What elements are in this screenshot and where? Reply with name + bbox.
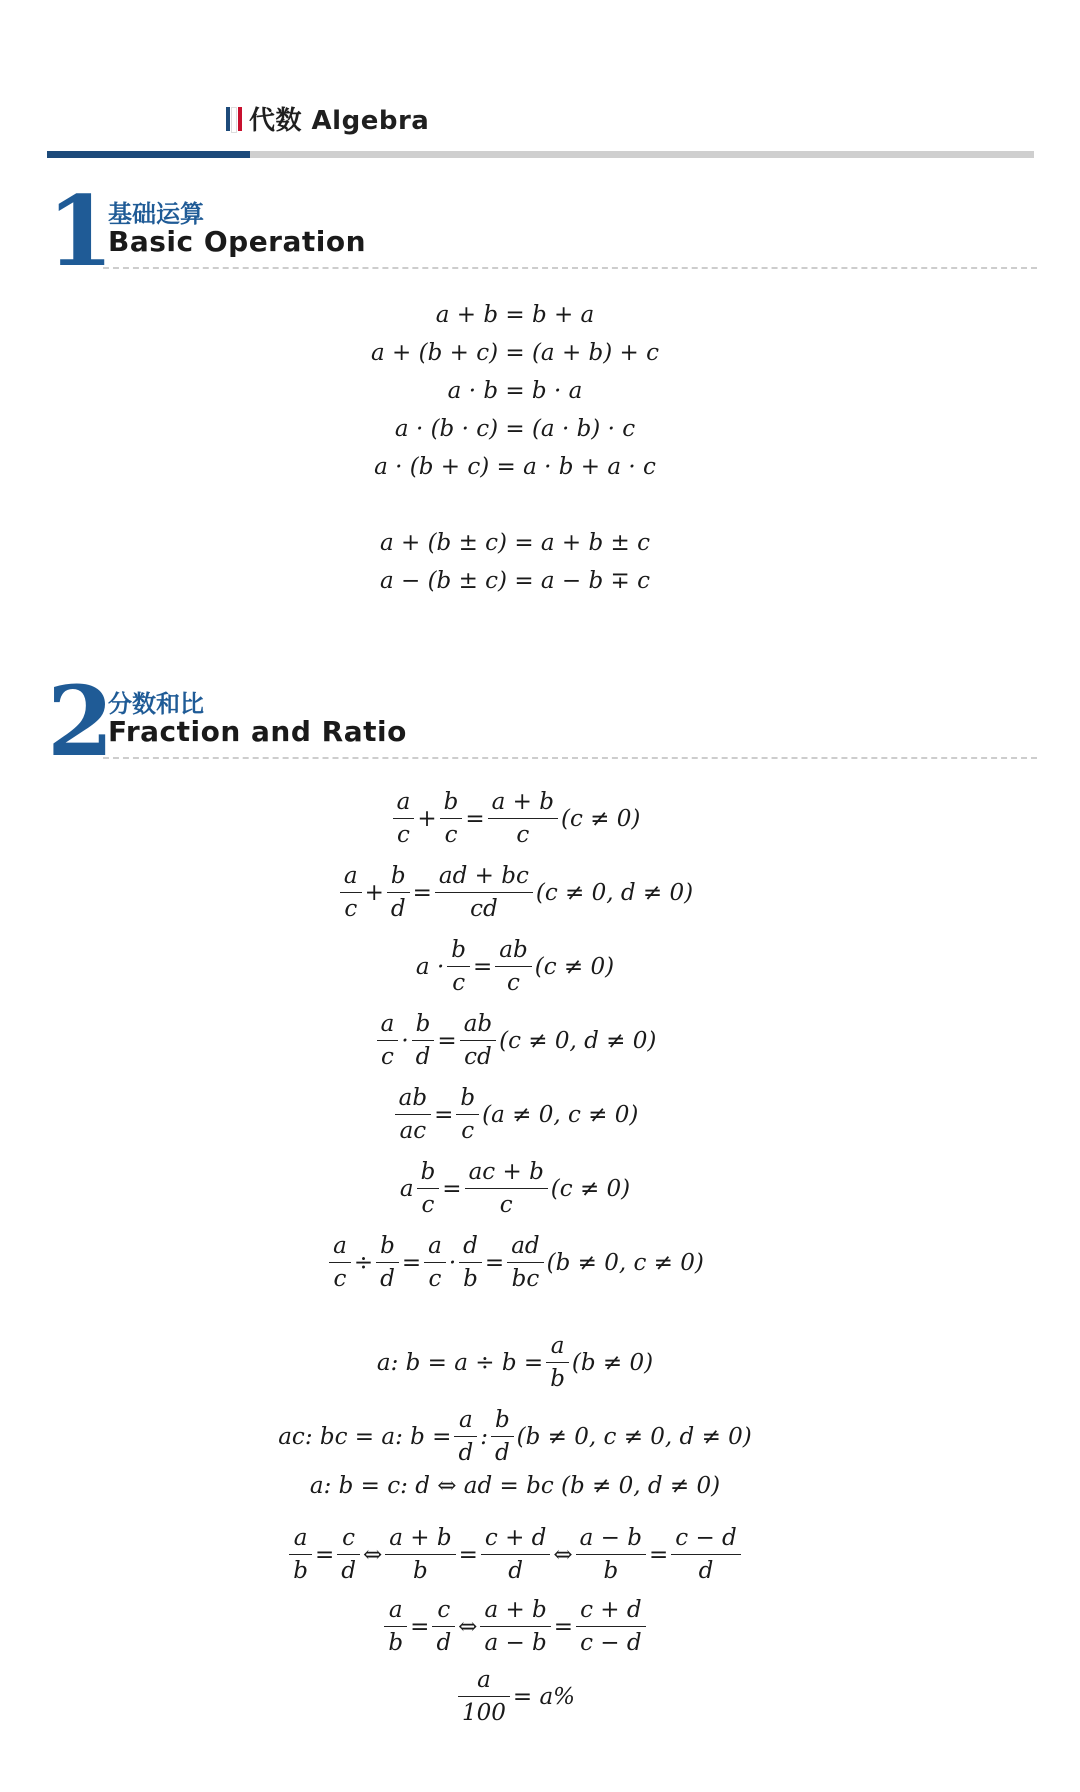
- numerator: ac + b: [465, 1156, 548, 1189]
- numerator: a: [340, 860, 362, 893]
- fraction-equation: [0, 1156, 1030, 1221]
- fraction: [424, 1230, 446, 1295]
- fraction: [412, 1008, 435, 1073]
- fraction: [488, 786, 558, 851]
- denominator: c: [452, 970, 466, 996]
- denominator: d: [390, 896, 406, 922]
- equation: a + (b + c) = (a + b) + c: [371, 340, 659, 366]
- denominator: c: [333, 1266, 347, 1292]
- equation-text: =: [465, 805, 485, 832]
- numerator: ab: [395, 1082, 431, 1115]
- numerator: ab: [495, 934, 531, 967]
- numerator: b: [376, 1230, 399, 1263]
- equation-text: =: [314, 1541, 335, 1568]
- section-title-en: Basic Operation: [108, 225, 367, 258]
- numerator: a − b: [576, 1522, 646, 1555]
- denominator: b: [413, 1558, 428, 1584]
- numerator: a: [424, 1230, 446, 1263]
- equation-text: (c ≠ 0, d ≠ 0): [499, 1027, 657, 1054]
- equation: a − (b ± c) = a − b ∓ c: [379, 568, 651, 594]
- fraction-equation: [0, 1008, 1030, 1073]
- numerator: b: [447, 934, 470, 967]
- numerator: ab: [460, 1008, 496, 1041]
- equation-text: =: [410, 1613, 430, 1640]
- fraction: [454, 1404, 477, 1469]
- denominator: c: [344, 896, 358, 922]
- numerator: b: [456, 1082, 479, 1115]
- numerator: c: [432, 1594, 455, 1627]
- section-1-header: [47, 175, 1037, 288]
- section-2-header: [47, 665, 1037, 778]
- fraction-equation: [0, 860, 1030, 925]
- equation-text: a ·: [415, 953, 445, 980]
- equation-text: ·: [401, 1027, 409, 1054]
- equation-text: (b ≠ 0, c ≠ 0): [546, 1249, 704, 1276]
- denominator: b: [293, 1558, 308, 1584]
- equation-text: a: b = a ÷ b =: [376, 1349, 544, 1376]
- section-divider: [103, 757, 1037, 759]
- equation-text: (b ≠ 0, c ≠ 0, d ≠ 0): [516, 1423, 752, 1450]
- denominator: d: [341, 1558, 356, 1584]
- denominator: d: [698, 1558, 714, 1584]
- denominator: d: [415, 1044, 431, 1070]
- equation-text: a: [399, 1175, 414, 1202]
- section-divider: [103, 267, 1037, 269]
- equation-text: (a ≠ 0, c ≠ 0): [482, 1101, 639, 1128]
- numerator: b: [412, 1008, 435, 1041]
- denominator: d: [494, 1440, 510, 1466]
- fraction: [329, 1230, 351, 1295]
- equation-text: =: [412, 879, 432, 906]
- fraction: [387, 860, 410, 925]
- equation-text: =: [553, 1613, 574, 1640]
- fraction: [491, 1404, 514, 1469]
- fraction-equation: [0, 934, 1030, 999]
- equation: a · (b + c) = a · b + a · c: [374, 454, 656, 480]
- equation-text: a: b = c: d ⇔ ad = bc (b ≠ 0, d ≠ 0): [309, 1473, 721, 1499]
- flag-stripe-white: [231, 107, 237, 133]
- equation-text: =: [458, 1541, 478, 1568]
- denominator: c: [397, 822, 410, 848]
- fraction: [393, 786, 415, 851]
- numerator: a: [458, 1664, 510, 1697]
- numerator: a: [329, 1230, 351, 1263]
- denominator: d: [458, 1440, 474, 1466]
- equation-text: :: [480, 1423, 488, 1450]
- denominator: 100: [461, 1700, 506, 1726]
- equation-text: =: [401, 1249, 422, 1276]
- fraction: [671, 1522, 741, 1587]
- denominator: d: [508, 1558, 523, 1584]
- numerator: a: [377, 1008, 399, 1041]
- denominator: d: [380, 1266, 395, 1292]
- numerator: c + d: [576, 1594, 646, 1627]
- denominator: c: [499, 1192, 513, 1218]
- denominator: cd: [470, 896, 498, 922]
- denominator: c: [421, 1192, 435, 1218]
- fraction: [458, 1664, 510, 1729]
- fraction-equation: [0, 1472, 1030, 1499]
- numerator: b: [491, 1404, 514, 1437]
- numerator: d: [459, 1230, 482, 1263]
- numerator: a + b: [385, 1522, 455, 1555]
- fraction: [546, 1330, 569, 1395]
- numerator: c − d: [671, 1522, 741, 1555]
- fraction: [376, 1230, 399, 1295]
- equation-text: (c ≠ 0, d ≠ 0): [535, 879, 694, 906]
- denominator: cd: [464, 1044, 492, 1070]
- denominator: c: [507, 970, 520, 996]
- equation-text: = a%: [512, 1683, 576, 1710]
- fraction-equation: [0, 1330, 1030, 1395]
- denominator: c: [428, 1266, 442, 1292]
- fraction: [576, 1522, 646, 1587]
- numerator: b: [417, 1156, 440, 1189]
- fraction: [432, 1594, 455, 1659]
- fraction: [465, 1156, 548, 1221]
- equation-text: ac: bc = a: b =: [278, 1423, 452, 1450]
- denominator: c: [461, 1118, 475, 1144]
- fraction: [395, 1082, 431, 1147]
- numerator: a: [384, 1594, 407, 1627]
- equation-text: (c ≠ 0): [550, 1175, 631, 1202]
- numerator: c: [337, 1522, 360, 1555]
- fraction: [377, 1008, 399, 1073]
- fraction: [440, 786, 463, 851]
- equation: a · (b · c) = (a · b) · c: [394, 416, 636, 442]
- equation: a · b = b · a: [447, 378, 583, 404]
- numerator: c + d: [481, 1522, 551, 1555]
- flag-stripe-blue: [226, 107, 230, 131]
- fraction-equation: [0, 1230, 1030, 1295]
- equation-text: ÷: [353, 1249, 374, 1276]
- header-rule: [250, 151, 1034, 158]
- equation-text: +: [364, 879, 384, 906]
- fraction: [435, 860, 533, 925]
- fraction: [480, 1594, 550, 1659]
- denominator: a − b: [484, 1630, 547, 1656]
- section-title-en: Fraction and Ratio: [108, 715, 407, 748]
- equation-text: =: [442, 1175, 462, 1202]
- section-number: 2: [47, 665, 114, 778]
- equation-text: =: [437, 1027, 457, 1054]
- equation-text: =: [434, 1101, 454, 1128]
- fraction: [507, 1230, 543, 1295]
- section-title-cn: 分数和比: [108, 690, 204, 718]
- header: [226, 100, 429, 137]
- equation-text: (b ≠ 0): [571, 1349, 654, 1376]
- numerator: a: [393, 786, 415, 819]
- fraction: [417, 1156, 440, 1221]
- denominator: ac: [399, 1118, 427, 1144]
- fraction: [456, 1082, 479, 1147]
- denominator: b: [550, 1366, 565, 1392]
- fraction-equation: [0, 1664, 1030, 1729]
- equation: a + (b ± c) = a + b ± c: [379, 530, 651, 556]
- equation-text: ⇔: [553, 1541, 573, 1568]
- numerator: a + b: [488, 786, 558, 819]
- equation-text: (c ≠ 0): [561, 805, 641, 832]
- denominator: c: [444, 822, 458, 848]
- fraction-equation: [0, 1082, 1030, 1147]
- equation-text: =: [473, 953, 493, 980]
- equation-text: +: [417, 805, 437, 832]
- fraction: [340, 860, 362, 925]
- fraction: [459, 1230, 482, 1295]
- denominator: c: [516, 822, 530, 848]
- section-number: 1: [47, 175, 114, 288]
- fraction-equation: [0, 1404, 1030, 1469]
- fraction-equation: [0, 1522, 1030, 1587]
- equation-text: ·: [448, 1249, 457, 1276]
- numerator: a: [289, 1522, 312, 1555]
- header-rule-accent: [47, 151, 250, 158]
- equation-text: =: [649, 1541, 669, 1568]
- denominator: bc: [511, 1266, 540, 1292]
- equation-text: =: [484, 1249, 505, 1276]
- numerator: b: [387, 860, 410, 893]
- numerator: ad: [507, 1230, 543, 1263]
- equation-text: ⇔: [362, 1541, 383, 1568]
- fraction: [460, 1008, 496, 1073]
- fraction: [576, 1594, 646, 1659]
- denominator: d: [436, 1630, 452, 1656]
- equation: a + b = b + a: [435, 302, 595, 328]
- section-title-cn: 基础运算: [108, 200, 204, 228]
- numerator: ad + bc: [435, 860, 533, 893]
- denominator: b: [388, 1630, 404, 1656]
- numerator: b: [440, 786, 463, 819]
- denominator: c − d: [580, 1630, 642, 1656]
- numerator: a: [454, 1404, 477, 1437]
- denominator: b: [603, 1558, 619, 1584]
- numerator: a + b: [480, 1594, 550, 1627]
- numerator: a: [546, 1330, 569, 1363]
- denominator: b: [463, 1266, 478, 1292]
- denominator: c: [381, 1044, 394, 1070]
- fraction: [384, 1594, 407, 1659]
- fraction: [289, 1522, 312, 1587]
- fraction-equation: [0, 786, 1030, 851]
- equation-text: (c ≠ 0): [534, 953, 615, 980]
- fraction: [495, 934, 531, 999]
- flag-stripe-red: [238, 107, 242, 131]
- equation-text: ⇔: [458, 1613, 478, 1640]
- fraction: [447, 934, 470, 999]
- flag-icon: [226, 107, 243, 131]
- fraction: [385, 1522, 455, 1587]
- fraction: [481, 1522, 551, 1587]
- page-title: 代数 Algebra: [249, 106, 430, 136]
- fraction-equation: [0, 1594, 1030, 1659]
- fraction: [337, 1522, 360, 1587]
